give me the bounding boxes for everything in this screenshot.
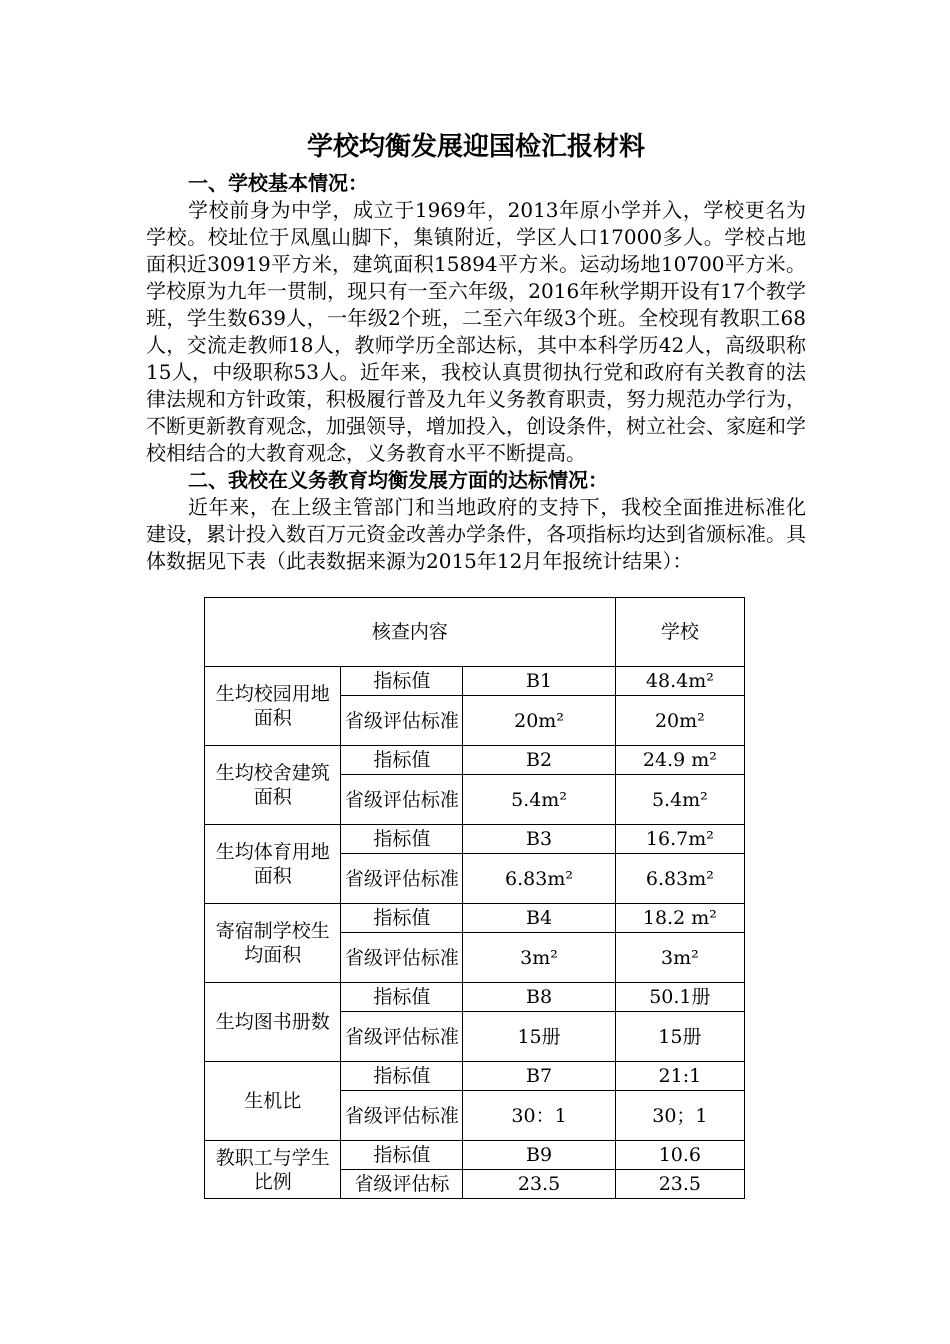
section-2-heading: 二、我校在义务教育均衡发展方面的达标情况： <box>188 468 608 492</box>
code-cell: B7 <box>463 1062 615 1091</box>
label-cell: 指标值 <box>341 904 463 933</box>
std-value-cell: 5.4m² <box>463 775 615 825</box>
section-1-paragraph: 学校前身为中学，成立于1969年，2013年原小学并入，学校更名为学校。校址位于凤凰山脚下，集镇附近，学区人口17000多人。学校占地面积近30919平方米，建筑面积15894平方米。运动场地10700平方米。学校原为九年一贯制，现只有一至六年级，2016年秋学期开设有17个教学班，学生数639人，一年级2个班，二至六年级3个班。全校现有教职工68人，交流走教师18人，教师学历全部达标，其中本科学历42人，高级职称15人，中级职称53人。近年来，我校认真贯彻执行党和政府有关教育的法律法规和方针政策，积极履行普及九年义务教育职责，努力规范办学行为，不断更新教育观念，加强领导，增加投入，创设条件，树立社会、家庭和学校相结合的大教育观念，义务教育水平不断提高。 <box>146 198 806 465</box>
header-content-cell: 核查内容 <box>205 598 616 667</box>
label-cell: 省级评估标准 <box>341 854 463 904</box>
code-cell: B2 <box>463 746 615 775</box>
school-value-cell: 24.9 m² <box>615 746 744 775</box>
code-cell: B4 <box>463 904 615 933</box>
item-cell: 寄宿制学校生均面积 <box>205 904 341 983</box>
header-school-cell: 学校 <box>615 598 744 667</box>
table-row <box>205 1141 745 1170</box>
std-value-cell: 6.83m² <box>463 854 615 904</box>
table-row <box>205 983 745 1012</box>
item-cell: 生均校舍建筑面积 <box>205 746 341 825</box>
item-cell: 生均体育用地面积 <box>205 825 341 904</box>
label-cell: 省级评估标准 <box>341 1012 463 1062</box>
table-row <box>205 1062 745 1091</box>
code-cell: B3 <box>463 825 615 854</box>
table-row <box>205 825 745 854</box>
label-cell: 指标值 <box>341 825 463 854</box>
label-cell: 省级评估标准 <box>341 775 463 825</box>
label-cell: 省级评估标 <box>341 1170 463 1199</box>
school-value-cell: 21:1 <box>615 1062 744 1091</box>
table-row <box>205 667 745 696</box>
school-value-cell: 50.1册 <box>615 983 744 1012</box>
school-value-cell: 10.6 <box>615 1141 744 1170</box>
document-title: 学校均衡发展迎国检汇报材料 <box>306 132 645 162</box>
std-value-cell: 23.5 <box>463 1170 615 1199</box>
std-school-cell: 20m² <box>615 696 744 746</box>
std-school-cell: 30；1 <box>615 1091 744 1141</box>
std-school-cell: 3m² <box>615 933 744 983</box>
std-school-cell: 5.4m² <box>615 775 744 825</box>
document-body <box>146 130 806 575</box>
item-cell: 生均图书册数 <box>205 983 341 1062</box>
section-1-heading: 一、学校基本情况： <box>188 171 368 195</box>
label-cell: 省级评估标准 <box>341 696 463 746</box>
code-cell: B1 <box>463 667 615 696</box>
section-2-paragraph: 近年来，在上级主管部门和当地政府的支持下，我校全面推进标准化建设，累计投入数百万元资金改善办学条件，各项指标均达到省颁标准。具体数据见下表（此表数据来源为2015年12月年报统计结果）： <box>146 495 806 573</box>
std-value-cell: 3m² <box>463 933 615 983</box>
code-cell: B8 <box>463 983 615 1012</box>
std-school-cell: 15册 <box>615 1012 744 1062</box>
std-value-cell: 15册 <box>463 1012 615 1062</box>
table-row <box>205 904 745 933</box>
std-value-cell: 30：1 <box>463 1091 615 1141</box>
school-value-cell: 16.7m² <box>615 825 744 854</box>
label-cell: 指标值 <box>341 667 463 696</box>
item-cell: 教职工与学生比例 <box>205 1141 341 1199</box>
label-cell: 指标值 <box>341 983 463 1012</box>
std-school-cell: 6.83m² <box>615 854 744 904</box>
item-cell: 生机比 <box>205 1062 341 1141</box>
item-cell: 生均校园用地面积 <box>205 667 341 746</box>
std-school-cell: 23.5 <box>615 1170 744 1199</box>
table-header-row <box>205 598 745 667</box>
label-cell: 省级评估标准 <box>341 1091 463 1141</box>
std-value-cell: 20m² <box>463 696 615 746</box>
school-value-cell: 48.4m² <box>615 667 744 696</box>
label-cell: 指标值 <box>341 1062 463 1091</box>
label-cell: 指标值 <box>341 746 463 775</box>
label-cell: 指标值 <box>341 1141 463 1170</box>
school-value-cell: 18.2 m² <box>615 904 744 933</box>
standards-table <box>204 597 745 1199</box>
code-cell: B9 <box>463 1141 615 1170</box>
table-row <box>205 746 745 775</box>
label-cell: 省级评估标准 <box>341 933 463 983</box>
